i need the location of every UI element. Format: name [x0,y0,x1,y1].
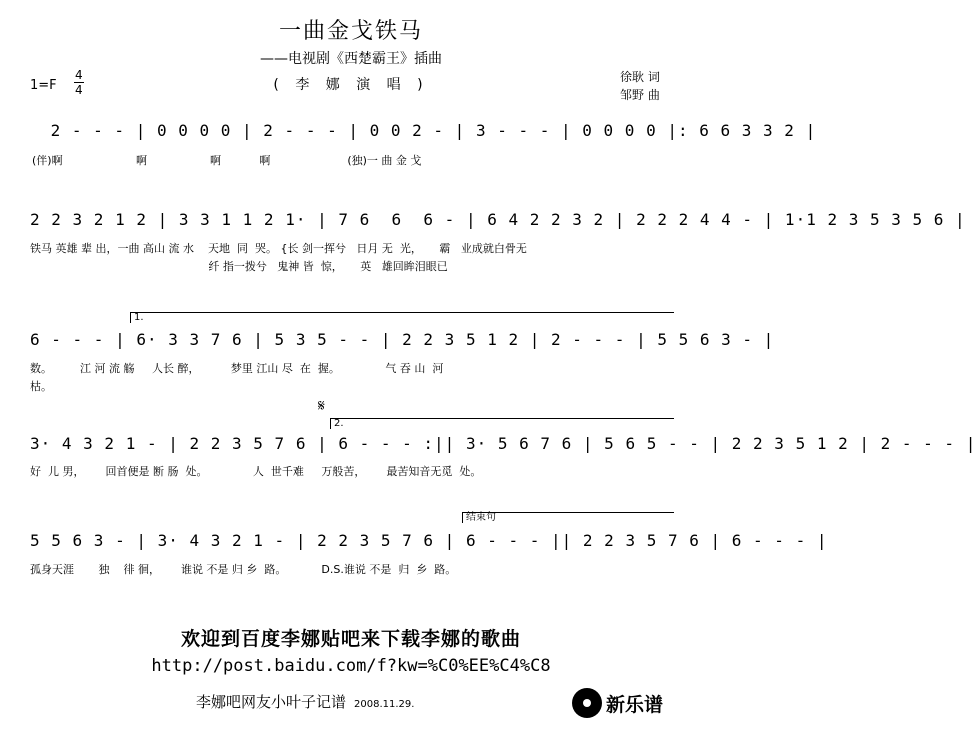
site-logo [572,688,663,718]
time-signature [74,68,84,97]
lyrics-row-1: (伴)啊 啊 啊 啊 (独)一 曲 金 戈 [32,154,422,167]
volta-1: 1. [130,312,674,323]
footer-welcome: 欢迎到百度李娜贴吧来下载李娜的歌曲 [180,628,521,650]
song-title: 一曲金戈铁马 [278,19,423,44]
composer-credit: 邹野 曲 [620,88,660,102]
lyrics-row-3a: 数。 江 河 流 觞 人长 醉， 梦里 江山 尽 在 握。 气 吞 山 河 [30,362,444,375]
lyrics-row-4: 好 儿 男， 回首便是 断 肠 处。 人 世千难 万般苦， 最苦知音无觅 处。 [30,465,482,478]
lyrics-row-3b: 枯。 [30,380,52,393]
notation-row-3: 6 - - - | 6· 3 3 7 6 | 5 3 5 - - | 2 2 3 5 1 2 | 2 - - - | 5 5 6 3 - | [30,330,775,349]
lyrics-row-2a: 铁马 英雄 辈 出，一曲 高山 流 水 天地 同 哭。 {长 剑一挥兮 日月 无 光， 霸 业成就白骨无 [30,242,527,255]
lyrics-row-5: 孤身天涯 独 徘 徊， 谁说 不是 归 乡 路。 D.S.谁说 不是 归 乡 路。 [30,563,457,576]
transcriber-text: 李娜吧网友小叶子记谱 [196,693,347,711]
song-subtitle: ——电视剧《西楚霸王》插曲 [260,51,442,67]
notation-row-2: 2 2 3 2 1 2 | 3 3 1 1 2 1· | 7 6 6 6 - | 6 4 2 2 3 2 | 2 2 2 4 4 - | 1·1 2 3 5 3 5 6 | [30,210,966,229]
time-top: 4 [75,68,83,82]
ending-bracket: 结束句 [462,512,674,523]
volta-2: 2. [330,418,674,429]
lyricist-credit: 徐耿 词 [620,70,660,84]
segno-sign: 𝄋 [318,396,325,415]
key-signature: 1=F [30,78,57,93]
footer-url[interactable]: http://post.baidu.com/f?kw=%C0%EE%C4%C8 [151,656,551,676]
lyrics-row-2b: 纤 指一拨兮 鬼神 皆 惊， 英 雄回眸泪眼已 [30,260,448,273]
disc-icon [572,688,602,718]
time-bottom: 4 [75,83,83,97]
notation-row-1: 2 - - - | 0 0 0 0 | 2 - - - | 0 0 2 - | 3 - - - | 0 0 0 0 |: 6 6 3 3 2 | [40,121,817,140]
logo-text: 新乐谱 [606,693,664,716]
footer-transcriber [196,691,414,712]
notation-row-5: 5 5 6 3 - | 3· 4 3 2 1 - | 2 2 3 5 7 6 | 6 - - - || 2 2 3 5 7 6 | 6 - - - | [30,531,828,550]
notation-row-4: 3· 4 3 2 1 - | 2 2 3 5 7 6 | 6 - - - :|| 3· 5 6 7 6 | 5 6 5 - - | 2 2 3 5 1 2 | 2 - - - | [30,434,976,453]
singer-line: ( 李 娜 演 唱 ) [273,77,429,93]
transcription-date: 2008.11.29. [354,699,415,710]
